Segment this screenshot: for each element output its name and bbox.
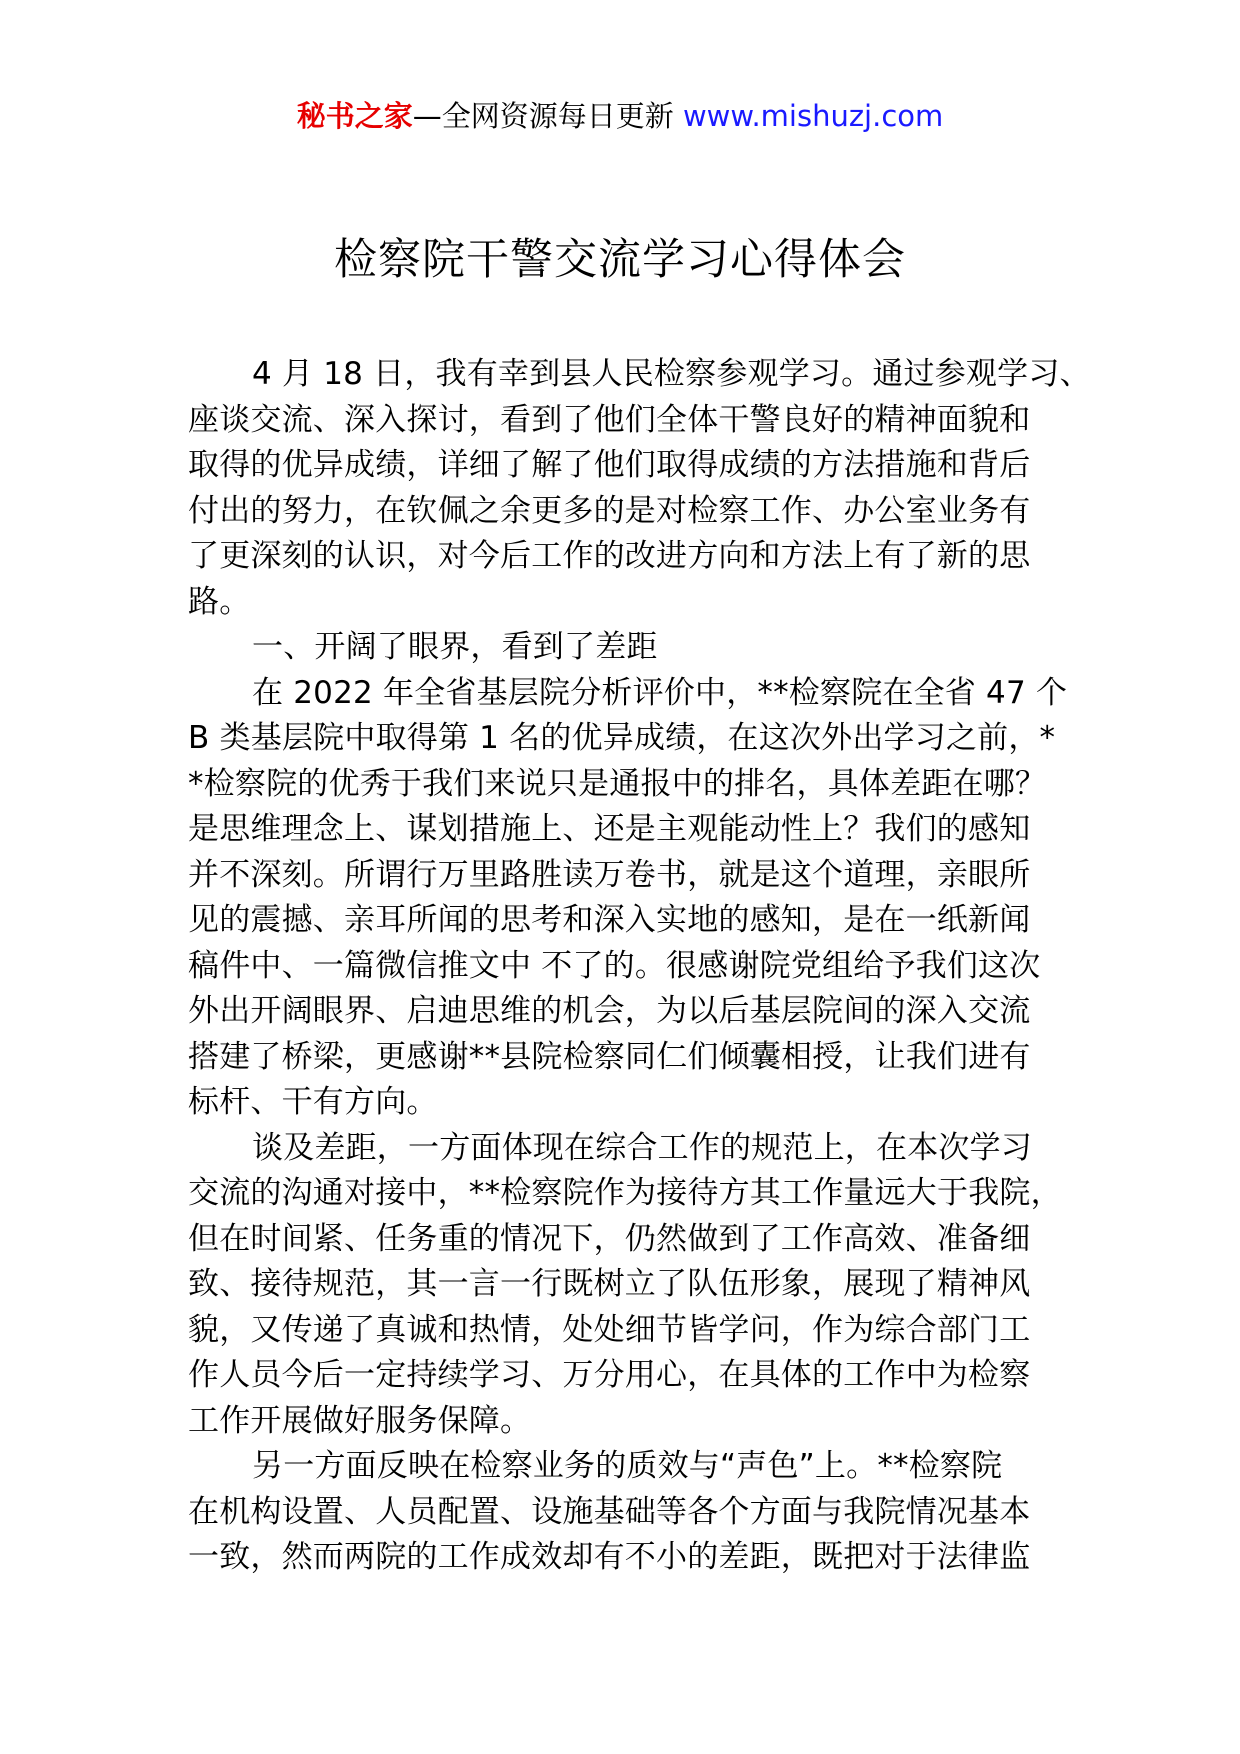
paragraph-line: 谈及差距，一方面体现在综合工作的规范上，在本次学习 <box>252 1129 1032 1166</box>
paragraph-line: 并不深刻。所谓行万里路胜读万卷书，就是这个道理，亲眼所 <box>188 856 1031 893</box>
paragraph-line: 见的震撼、亲耳所闻的思考和深入实地的感知，是在一纸新闻 <box>188 902 1031 938</box>
paragraph-line: 外出开阔眼界、启迪思维的机会，为以后基层院间的深入交流 <box>188 993 1031 1029</box>
document-body <box>188 352 1091 1581</box>
site-url-link[interactable]: www.mishuzj.com <box>682 99 944 133</box>
paragraph-line: 取得的优异成绩，详细了解了他们取得成绩的方法措施和背后 <box>188 447 1031 483</box>
paragraph-line: 路。 <box>188 583 251 620</box>
paragraph-line: 但在时间紧、任务重的情况下，仍然做到了工作高效、准备细 <box>188 1220 1031 1257</box>
paragraph-line: 一致，然而两院的工作成效却有不小的差距，既把对于法律监 <box>188 1539 1031 1575</box>
paragraph-line: 在 2022 年全省基层院分析评价中，**检察院在全省 47 个 <box>252 674 1068 711</box>
paragraph-line: *检察院的优秀于我们来说只是通报中的排名，具体差距在哪？ <box>188 765 1047 802</box>
paragraph-line: 在机构设置、人员配置、设施基础等各个方面与我院情况基本 <box>188 1493 1031 1530</box>
section-heading: 一、开阔了眼界，看到了差距 <box>252 629 658 665</box>
document-title: 检察院干警交流学习心得体会 <box>334 235 906 285</box>
paragraph-line: 标杆、干有方向。 <box>188 1084 438 1120</box>
paragraph-line: 了更深刻的认识，对今后工作的改进方向和方法上有了新的思 <box>188 538 1031 574</box>
paragraph-line: 座谈交流、深入探讨，看到了他们全体干警良好的精神面貌和 <box>188 401 1031 438</box>
site-tagline: —全网资源每日更新 <box>412 99 683 133</box>
paragraph-line: 致、接待规范，其一言一行既树立了队伍形象，展现了精神风 <box>188 1266 1031 1302</box>
paragraph-line: 付出的努力，在钦佩之余更多的是对检察工作、办公室业务有 <box>188 492 1031 529</box>
paragraph-line: 工作开展做好服务保障。 <box>188 1402 532 1439</box>
paragraph-line: 稿件中、一篇微信推文中 不了的。很感谢院党组给予我们这次 <box>188 947 1041 984</box>
paragraph-line: 交流的沟通对接中，**检察院作为接待方其工作量远大于我院， <box>188 1175 1062 1211</box>
paragraph-line: 4 月 18 日，我有幸到县人民检察参观学习。通过参观学习、 <box>252 356 1091 392</box>
site-brand: 秘书之家 <box>296 99 413 133</box>
paragraph-line: 作人员今后一定持续学习、万分用心，在具体的工作中为检察 <box>188 1357 1031 1393</box>
site-banner <box>0 96 1240 136</box>
paragraph-line: 是思维理念上、谋划措施上、还是主观能动性上？我们的感知 <box>188 811 1031 847</box>
paragraph-line: 貌，又传递了真诚和热情，处处细节皆学问，作为综合部门工 <box>188 1311 1031 1348</box>
paragraph-line: B 类基层院中取得第 1 名的优异成绩，在这次外出学习之前，* <box>188 720 1056 756</box>
paragraph-line: 搭建了桥梁，更感谢**县院检察同仁们倾囊相授，让我们进有 <box>188 1038 1031 1075</box>
paragraph-line: 另一方面反映在检察业务的质效与“声色”上。**检察院 <box>252 1448 1003 1484</box>
